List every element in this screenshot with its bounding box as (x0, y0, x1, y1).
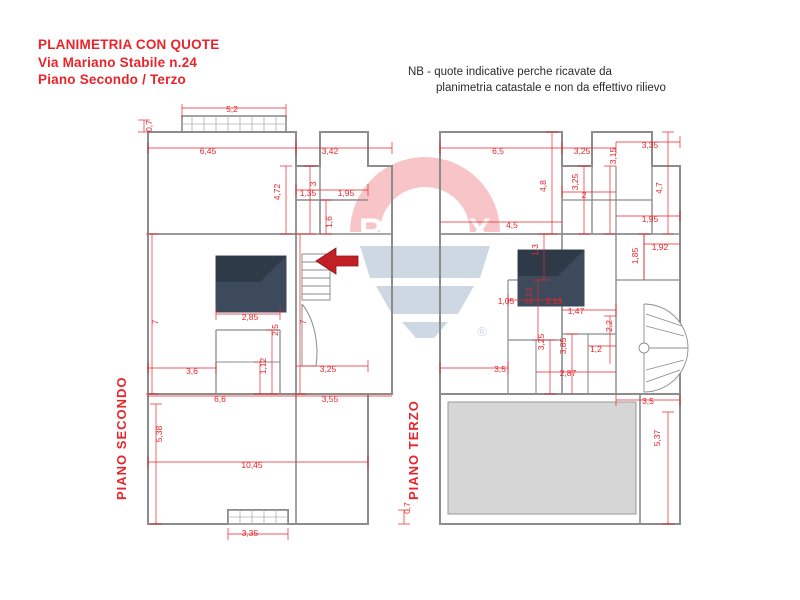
dimension-label: 10,45 (241, 460, 263, 470)
dimension-label: 1,6 (324, 216, 334, 228)
dimension-label: 1,92 (651, 242, 669, 252)
dimension-label: 3,6 (186, 366, 198, 376)
dimension-label: 0,7 (144, 120, 154, 132)
dimension-lines-second (138, 104, 410, 540)
dimension-label: 3,85 (558, 337, 568, 355)
dimension-label: 1,47 (567, 306, 585, 316)
dimension-label: 5,37 (652, 429, 662, 447)
floor-label-third: PIANO TERZO (406, 400, 421, 500)
dimension-label: 3,55 (321, 394, 339, 404)
dimension-label: 6,45 (199, 146, 217, 156)
dimension-label: 3,25 (570, 173, 580, 191)
dimension-label: 1,12 (258, 357, 268, 375)
dark-room-second (216, 256, 286, 312)
dimension-label: 2 (581, 190, 587, 200)
floorplan-third-floor (412, 104, 712, 544)
dimension-label: 2,2 (604, 320, 614, 332)
dimension-label: 2,13 (545, 296, 563, 306)
dimension-label: 1,05 (497, 296, 515, 306)
dimension-label: 1,85 (630, 247, 640, 265)
dimension-label: 7 (298, 319, 308, 325)
dimension-label: 3,25 (536, 333, 546, 351)
title-line-2: Via Mariano Stabile n.24 (38, 54, 198, 70)
title-block (38, 36, 219, 89)
dimension-label: 6,6 (214, 394, 226, 404)
dimension-label: 3,15 (608, 147, 618, 165)
dimension-label: 7 (150, 319, 160, 325)
dimension-label: 3,42 (321, 146, 339, 156)
dimension-label: 1,2 (590, 344, 602, 354)
dimension-label: 4,5 (506, 220, 518, 230)
dimension-label: 3,5 (494, 364, 506, 374)
dimension-label: 6,5 (492, 146, 504, 156)
dimension-label: 4,7 (654, 182, 664, 194)
floor-label-second: PIANO SECONDO (114, 376, 129, 500)
dimension-label: 3,35 (641, 140, 659, 150)
dimension-label: 2,87 (559, 368, 577, 378)
note-block (408, 64, 666, 96)
title-line-1: PLANIMETRIA CON QUOTE (38, 37, 220, 52)
dimension-label: 2,85 (241, 312, 259, 322)
dimension-labels-second (144, 104, 412, 538)
dimension-label: 3,25 (319, 364, 337, 374)
dimension-label: 4,72 (272, 183, 282, 201)
watermark-text: RE/MAX (358, 212, 492, 250)
dimension-label: 3 (308, 181, 318, 187)
dimension-label: 1,95 (337, 188, 355, 198)
watermark-registered: ® (477, 324, 487, 339)
dimension-label: 0,7 (402, 502, 412, 514)
floorplan-second-floor (120, 104, 420, 544)
dimension-label: 4,8 (538, 180, 548, 192)
note-line-2: planimetria catastale e non da effettivo rilievo (436, 82, 666, 94)
dimension-label: 1,95 (641, 214, 659, 224)
dimension-label: 3,25 (573, 146, 591, 156)
dimension-label: 3,35 (241, 528, 259, 538)
walls-second (148, 116, 392, 524)
title-line-3: Piano Secondo / Terzo (38, 72, 186, 87)
dimension-label: 1,35 (299, 188, 317, 198)
dimension-label: 1,3 (530, 244, 540, 256)
dimension-label: 2,5 (270, 324, 280, 336)
terrace-third (448, 402, 636, 514)
dimension-label: 3,5 (642, 396, 654, 406)
dimension-label: 2,13 (524, 287, 534, 305)
dimension-label: 5,38 (154, 425, 164, 443)
dimension-label: 5,2 (226, 104, 238, 114)
note-line-1: NB - quote indicative perche ricavate da (408, 66, 612, 78)
stair-second (302, 254, 330, 366)
